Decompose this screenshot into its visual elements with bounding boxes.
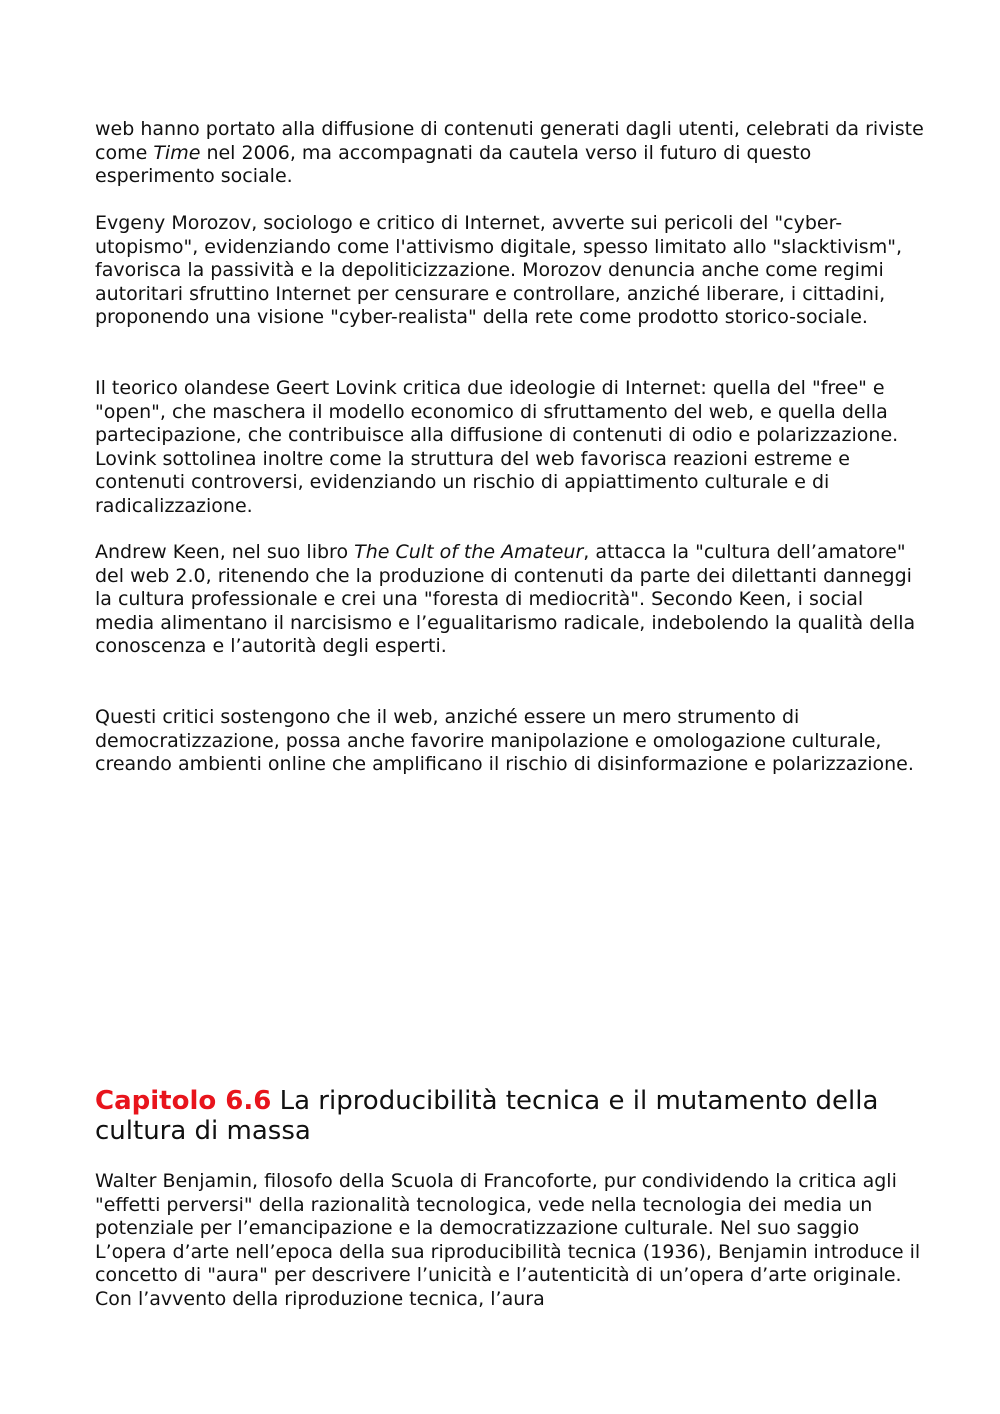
paragraph-morozov: Evgeny Morozov, sociologo e critico di Internet, avverte sui pericoli del "cyber-utopismo", evidenziando come l'attivismo digitale, spesso limitato allo "slacktivism", favorisca la passività e la depoliticizzazione. Morozov denuncia anche come regimi autoritari sfruttino Internet per censurare e controllare, anziché liberare, i cittadini, proponendo una visione "cyber-realista" della rete come prodotto storico-sociale. <box>95 212 902 328</box>
paragraph-text: nel 2006, ma accompagnati da cautela verso il futuro di questo esperimento sociale. <box>95 141 812 187</box>
chapter-title: La riproducibilità tecnica e il mutamento della cultura di massa <box>95 1086 879 1146</box>
paragraph-conclusion: Questi critici sostengono che il web, anziché essere un mero strumento di democratizzazione, possa anche favorire manipolazione e omologazione culturale, creando ambienti online che amplificano il rischio di disinformazione e polarizzazione. <box>95 706 914 775</box>
paragraph-lovink: Il teorico olandese Geert Lovink critica due ideologie di Internet: quella del "free" e "open", che maschera il modello economico di sfruttamento del web, e quella della partecipazione, che contribuisce alla diffusione di contenuti di odio e polarizzazione. Lovink sottolinea inoltre come la struttura del web favorisca reazioni estreme e contenuti controversi, evidenziando un rischio di appiattimento culturale e di radicalizzazione. <box>95 377 899 517</box>
paragraph-text: , attacca la "cultura dell’amatore" del web 2.0, ritenendo che la produzione di contenuti da parte dei dilettanti danneggi la cultura professionale e crei una "foresta di mediocrità". Secondo Keen, i social media alimentano il narcisismo e l’egualitarismo radicale, indebolendo la qualità della conoscenza e l’autorità degli esperti. <box>95 541 916 657</box>
paragraph-text: web hanno portato alla diffusione di contenuti generati dagli utenti, celebrati da riviste come <box>95 118 924 164</box>
chapter-number: Capitolo 6.6 <box>95 1086 272 1116</box>
paragraph-benjamin: Walter Benjamin, filosofo della Scuola di Francoforte, pur condividendo la critica agli "effetti perversi" della razionalità tecnologica, vede nella tecnologia dei media un potenziale per l’emancipazione e la democratizzazione culturale. Nel suo saggio L’opera d’arte nell’epoca della sua riproducibilità tecnica (1936), Benjamin introduce il concetto di "aura" per descrivere l’unicità e l’autenticità di un’opera d’arte originale. Con l’avvento della riproduzione tecnica, l’aura <box>95 1170 921 1310</box>
paragraph-text: Andrew Keen, nel suo libro <box>95 541 355 563</box>
chapter-heading <box>95 1086 915 1146</box>
italic-book-title: The Cult of the Amateur <box>354 541 584 563</box>
italic-title-time: Time <box>153 141 201 164</box>
paragraph-keen <box>95 541 925 659</box>
paragraph-user-content <box>95 118 925 189</box>
